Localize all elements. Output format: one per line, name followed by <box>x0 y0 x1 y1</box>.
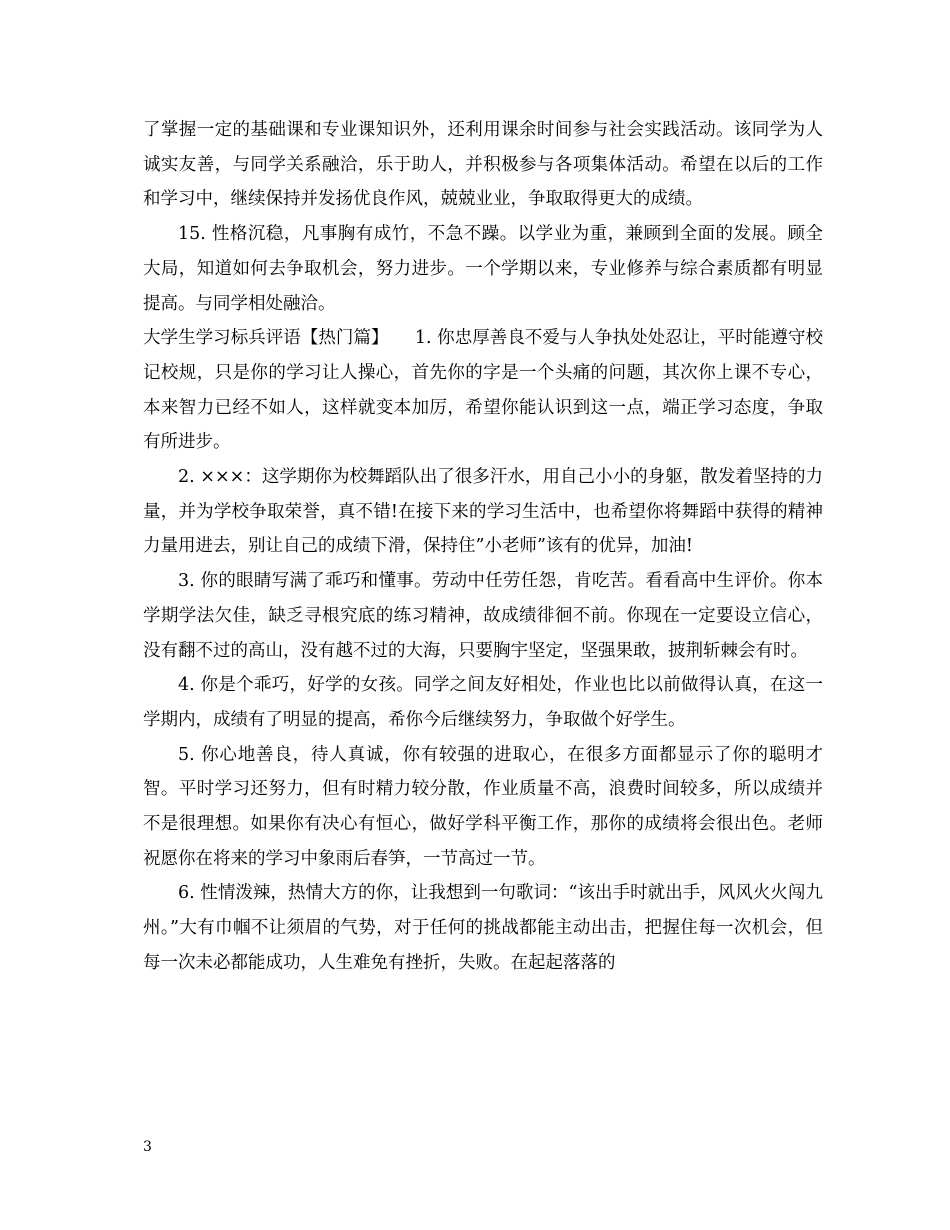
paragraph-1: 了掌握一定的基础课和专业课知识外，还利用课余时间参与社会实践活动。该同学为人诚实友善，与同学关系融洽，乐于助人，并积极参与各项集体活动。希望在以后的工作和学习中，继续保持并发扬优良作风，兢兢业业，争取取得更大的成绩。 <box>143 120 823 210</box>
page-number: 3 <box>143 1139 152 1155</box>
paragraph-7: 5. 你心地善良，待人真诚，你有较强的进取心，在很多方面都显示了你的聪明才智。平时学习还努力，但有时精力较分散，作业质量不高，浪费时间较多，所以成绩并不是很理想。如果你有决心有恒心，做好学科平衡工作，那你的成绩将会很出色。老师祝愿你在将来的学习中象雨后春笋，一节高过一节。 <box>143 744 823 869</box>
paragraph-2: 15. 性格沉稳，凡事胸有成竹，不急不躁。以学业为重，兼顾到全面的发展。顾全大局，知道如何去争取机会，努力进步。一个学期以来，专业修养与综合素质都有明显提高。与同学相处融洽。 <box>143 224 823 314</box>
paragraph-3: 大学生学习标兵评语【热门篇】 1. 你忠厚善良不爱与人争执处处忍让，平时能遵守校记校规，只是你的学习让人操心，首先你的字是一个头痛的问题，其次你上课不专心，本来智力已经不如人，这样就变本加厉，希望你能认识到这一点，端正学习态度，争取有所进步。 <box>143 328 823 453</box>
document-body <box>143 113 823 981</box>
paragraph-8: 6. 性情泼辣，热情大方的你，让我想到一句歌词：“该出手时就出手，风风火火闯九州。”大有巾帼不让须眉的气势，对于任何的挑战都能主动出击，把握住每一次机会，但每一次未必都能成功，人生难免有挫折，失败。在起起落落的 <box>143 883 823 973</box>
paragraph-4: 2. ×××：这学期你为校舞蹈队出了很多汗水，用自己小小的身躯，散发着坚持的力量，并为学校争取荣誉，真不错!在接下来的学习生活中，也希望你将舞蹈中获得的精神力量用进去，别让自己的成绩下滑，保持住”小老师”该有的优异，加油! <box>143 467 823 557</box>
paragraph-5: 3. 你的眼睛写满了乖巧和懂事。劳动中任劳任怨，肯吃苦。看看高中生评价。你本学期学法欠佳，缺乏寻根究底的练习精神，故成绩徘徊不前。你现在一定要设立信心，没有翻不过的高山，没有越不过的大海，只要胸宇坚定，坚强果敢，披荆斩棘会有时。 <box>143 571 823 661</box>
paragraph-6: 4. 你是个乖巧，好学的女孩。同学之间友好相处，作业也比以前做得认真，在这一学期内，成绩有了明显的提高，希你今后继续努力，争取做个好学生。 <box>143 675 823 730</box>
